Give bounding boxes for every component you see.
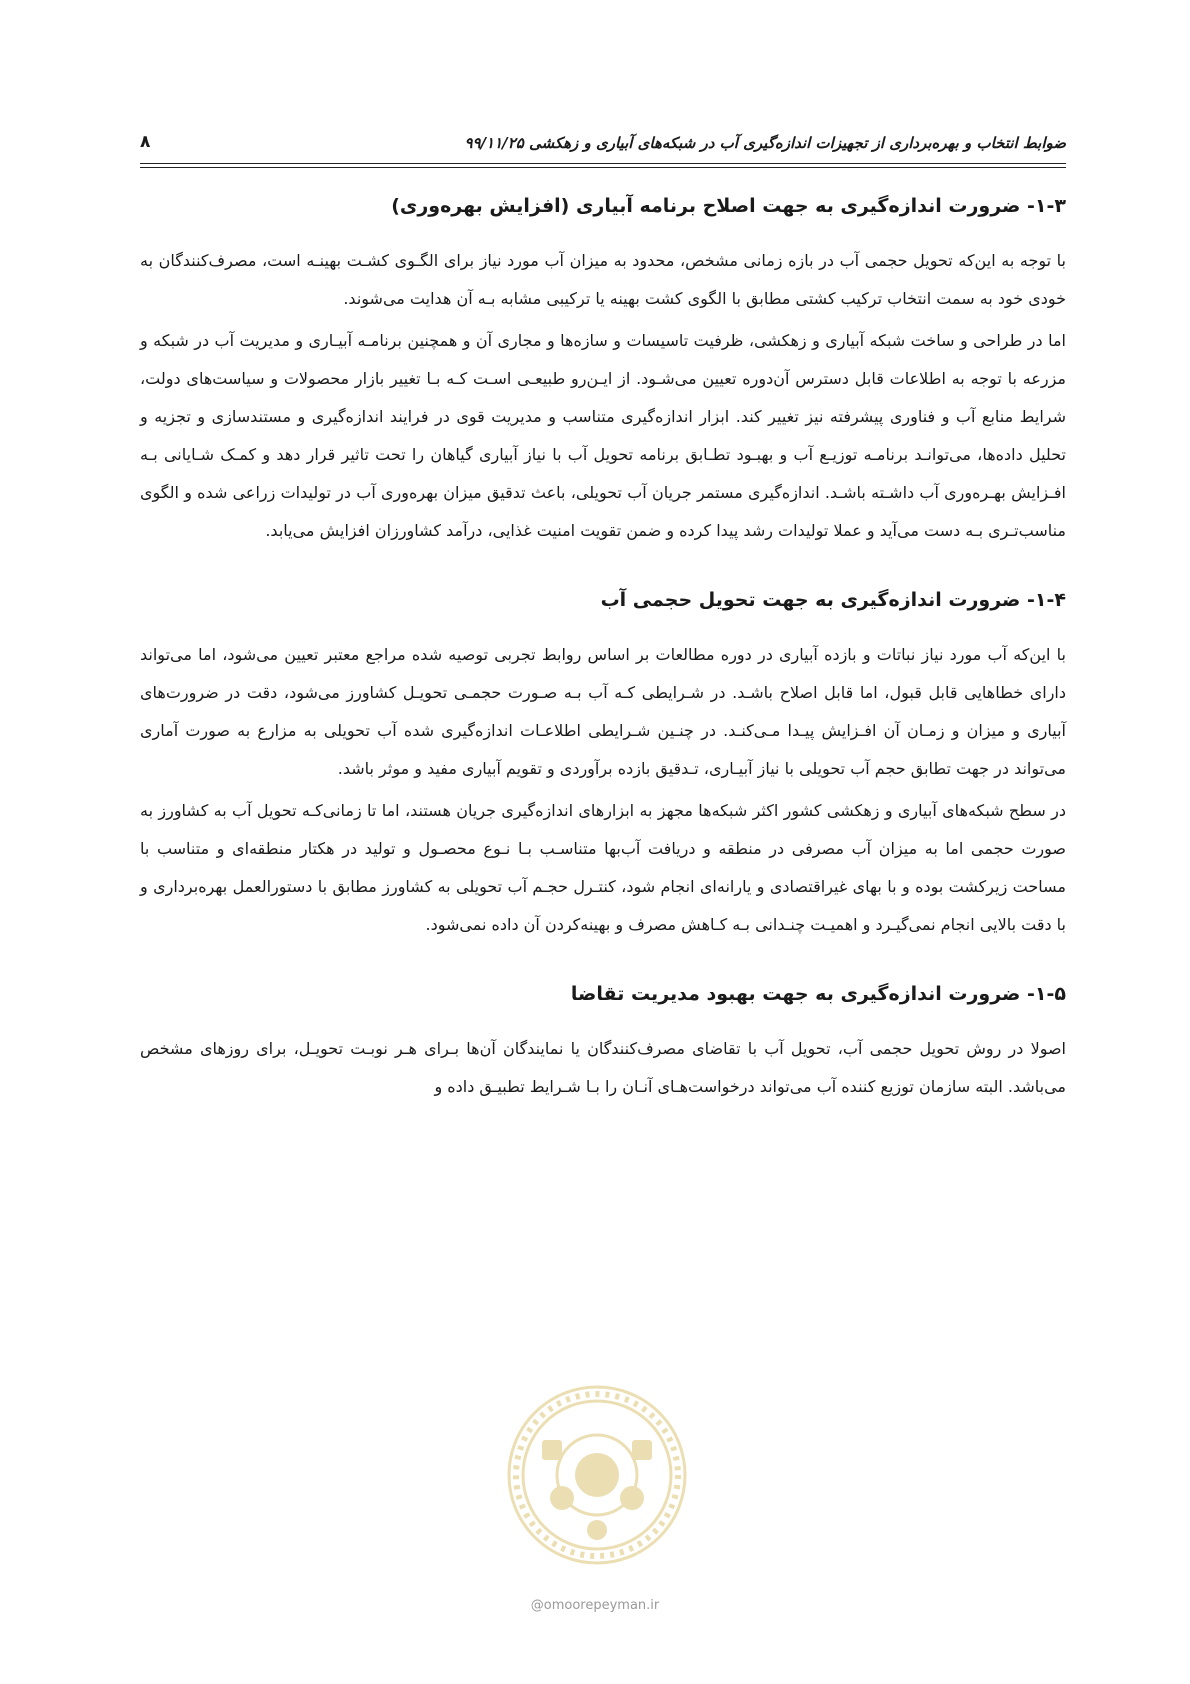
header-rule [140,163,1066,164]
header-title-line [450,134,1066,152]
section-1-4 [140,584,1066,944]
seal-logo-icon [502,1380,692,1570]
section-1-5 [140,978,1066,1106]
header-title: ضوابط انتخاب و بهره‌برداری از تجهیزات اندازه‌گیری آب در شبکه‌های آبیاری و زهکشی [528,134,1066,152]
section-heading: ۱-۵- ضرورت اندازه‌گیری به جهت بهبود مدیریت تقاضا [570,983,1066,1005]
header-rule-thin [140,167,1066,168]
document-body [140,190,1066,1140]
paragraph: با این‌که آب مورد نیاز نباتات و بازده آبیاری در دوره مطالعات بر اساس روابط تجربی توصیه شده مراجع معتبر تعیین می‌شود، اما می‌تواند دارای خطاهایی قابل قبول، اما قابل اصلاح باشـد. در شـرایطی کـه آب بـه صـورت حجمـی تحویـل کشاورز می‌شود، دقت در ضرورت‌های آبیاری و میزان و زمـان آن افـزایش پیـدا مـی‌کنـد. در چنـین شـرایطی اطلاعـات اندازه‌گیری شده آب تحویلی به مزارع به صورت آماری می‌تواند در جهت تطابق حجم آب تحویلی با نیاز آبیـاری، تـدقیق بازده برآوردی و تقویم آبیاری مفید و موثر باشد. [140,645,1066,778]
paragraph: با توجه به این‌که تحویل حجمی آب در بازه زمانی مشخص، محدود به میزان آب مورد نیاز برای الگـوی کشـت بهینـه است، مصرف‌کنندگان به خودی خود به سمت انتخاب ترکیب کشتی مطابق با الگوی کشت بهینه یا ترکیبی مشابه بـه آن هدایت می‌شوند. [140,251,1066,308]
watermark-url: omoorepeyman.ir [543,1598,660,1613]
section-heading: ۱-۳- ضرورت اندازه‌گیری به جهت اصلاح برنامه آبیاری (افزایش بهره‌وری) [391,195,1066,217]
header-date: ۹۹/۱۱/۲۵ [464,134,524,152]
watermark-site [0,1598,1190,1613]
section-heading: ۱-۴- ضرورت اندازه‌گیری به جهت تحویل حجمی آب [600,589,1066,611]
paragraph: در سطح شبکه‌های آبیاری و زهکشی کشور اکثر شبکه‌ها مجهز به ابزارهای اندازه‌گیری جریان هستند، اما تا زمانی‌کـه تحویل آب به کشاورز به صورت حجمی اما به میزان آب مصرفی در منطقه و دریافت آب‌بها متناسـب بـا نـوع محصـول و تولید در هکتار منطقه‌ای و متناسب با مساحت زیرکشت بوده و با بهای غیراقتصادی و یارانه‌ای انجام شود، کنتـرل حجـم آب تحویلی به کشاورز مطابق با دستورالعمل بهره‌برداری و با دقت بالایی انجام نمی‌گیـرد و اهمیـت چنـدانی بـه کـاهش مصرف و بهینه‌کردن آن داده نمی‌شود. [140,801,1066,934]
paragraph: اما در طراحی و ساخت شبکه آبیاری و زهکشی، ظرفیت تاسیسات و سازه‌ها و مجاری آن و همچنین برنامـه آبیـاری و مدیریت آب در شبکه و مزرعه با توجه به اطلاعات قابل دسترس آن‌دوره تعیین می‌شـود. از ایـن‌رو طبیعـی اسـت کـه بـا تغییر بازار محصولات و سیاست‌های دولت، شرایط منابع آب و فناوری پیشرفته نیز تغییر کند. ابزار اندازه‌گیری متناسب و مدیریت قوی در فرایند اندازه‌گیری و مستندسازی و تجزیه و تحلیل داده‌ها، می‌توانـد برنامـه توزیـع آب و بهبـود تطـابق برنامه تحویل آب با نیاز آبیاری گیاهان را تحت تاثیر قرار دهد و کمـک شـایانی بـه افـزایش بهـره‌وری آب داشـته باشـد. اندازه‌گیری مستمر جریان آب تحویلی، باعث تدقیق میزان بهره‌وری آب در تولیدات زراعی شده و الگوی مناسب‌تـری بـه دست می‌آید و عملا تولیدات رشد پیدا کرده و ضمن تقویت امنیت غذایی، درآمد کشاورزان افزایش می‌یابد. [140,331,1066,540]
section-1-3 [140,190,1066,550]
page-header [140,128,1066,164]
paragraph: اصولا در روش تحویل حجمی آب، تحویل آب با تقاضای مصرف‌کنندگان یا نمایندگان آن‌ها بـرای هـر نوبـت تحویـل، برای روزهای مشخص می‌باشد. البته سازمان توزیع کننده آب می‌تواند درخواست‌هـای آنـان را بـا شـرایط تطبیـق داده و [140,1039,1066,1096]
page-number: ۸ [140,132,151,152]
at-icon: @ [530,1598,544,1613]
